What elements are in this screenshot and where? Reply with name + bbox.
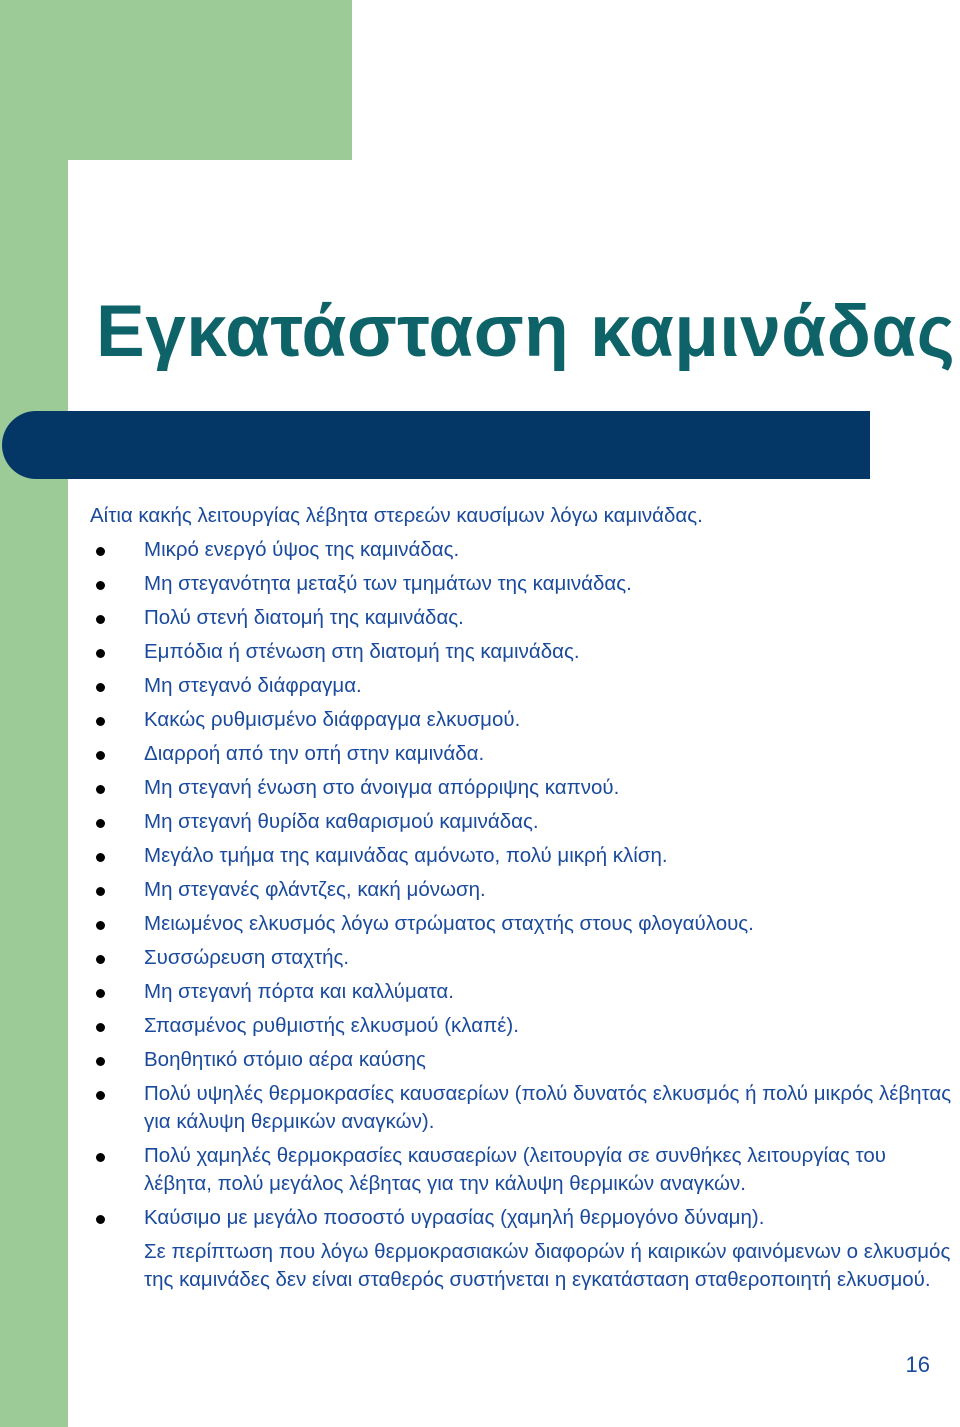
bullet-icon [96, 785, 105, 794]
list-item [90, 570, 956, 598]
list-item-text: Μεγάλο τμήμα της καμινάδας αμόνωτο, πολύ μικρή κλίση. [144, 844, 668, 867]
list-item-text: Πολύ στενή διατομή της καμινάδας. [144, 606, 464, 629]
list-item [90, 672, 956, 700]
list-item [90, 638, 956, 666]
bullet-icon [96, 1057, 105, 1066]
bullet-icon [96, 1215, 105, 1224]
list-item-text: Διαρροή από την οπή στην καμινάδα. [144, 742, 485, 765]
list-item [90, 808, 956, 836]
list-item [90, 876, 956, 904]
list-item [90, 1080, 956, 1136]
bullet-icon [96, 1091, 105, 1100]
list-item-text: Συσσώρευση σταχτής. [144, 946, 350, 969]
bullet-icon [96, 853, 105, 862]
bullet-icon [96, 547, 105, 556]
bullet-icon [96, 1023, 105, 1032]
list-item-text: Μη στεγανή πόρτα και καλλύματα. [144, 980, 454, 1003]
list-item [90, 978, 956, 1006]
bullet-icon [96, 649, 105, 658]
list-item [90, 842, 956, 870]
list-item [90, 910, 956, 938]
list-item [90, 740, 956, 768]
list-item [90, 536, 956, 564]
intro-text: Αίτια κακής λειτουργίας λέβητα στερεών καυσίμων λόγω καμινάδας. [90, 504, 703, 527]
list-item [90, 604, 956, 632]
closing-text: Σε περίπτωση που λόγω θερμοκρασιακών διαφορών ή καιρικών φαινόμενων ο ελκυσμός της καμινάδες δεν είναι σταθερός συστήνεται η εγκατάσταση σταθεροποιητή ελκυσμού. [144, 1240, 951, 1291]
list-item-text: Μικρό ενεργό ύψος της καμινάδας. [144, 538, 460, 561]
list-item-text: Καύσιμο με μεγάλο ποσοστό υγρασίας (χαμηλή θερμογόνο δύναμη). [144, 1206, 765, 1229]
list-item-text: Βοηθητικό στόμιο αέρα καύσης [144, 1048, 426, 1071]
causes-list [90, 536, 956, 1232]
list-item-text: Πολύ χαμηλές θερμοκρασίες καυσαερίων (λειτουργία σε συνθήκες λειτουργίας του λέβητα, πολύ μεγάλος λέβητας για την κάλυψη θερμικών αναγκών. [144, 1144, 886, 1195]
list-item-text: Μη στεγανές φλάντζες, κακή μόνωση. [144, 878, 486, 901]
page-title: Εγκατάσταση καμινάδας [96, 291, 956, 372]
list-item-text: Μη στεγανό διάφραγμα. [144, 674, 362, 697]
page-number: 16 [905, 1352, 930, 1377]
title-underline-bar [2, 411, 870, 479]
list-item-text: Μη στεγανή θυρίδα καθαρισμού καμινάδας. [144, 810, 539, 833]
slide-body [90, 502, 956, 1294]
list-item [90, 1012, 956, 1040]
bullet-icon [96, 921, 105, 930]
list-item-text: Σπασμένος ρυθμιστής ελκυσμού (κλαπέ). [144, 1014, 519, 1037]
list-item-text: Πολύ υψηλές θερμοκρασίες καυσαερίων (πολύ δυνατός ελκυσμός ή πολύ μικρός λέβητας για κάλυψη θερμικών αναγκών). [144, 1082, 952, 1133]
left-green-band [0, 0, 68, 1427]
list-item-text: Μη στεγανή ένωση στο άνοιγμα απόρριψης καπνού. [144, 776, 620, 799]
list-item [90, 774, 956, 802]
bullet-icon [96, 581, 105, 590]
bullet-icon [96, 1153, 105, 1162]
bullet-icon [96, 683, 105, 692]
bullet-icon [96, 819, 105, 828]
list-item-text: Εμπόδια ή στένωση στη διατομή της καμινάδας. [144, 640, 580, 663]
bullet-icon [96, 887, 105, 896]
list-item [90, 1204, 956, 1232]
list-item-text: Μη στεγανότητα μεταξύ των τμημάτων της καμινάδας. [144, 572, 632, 595]
list-item-text: Κακώς ρυθμισμένο διάφραγμα ελκυσμού. [144, 708, 521, 731]
bullet-icon [96, 955, 105, 964]
list-item [90, 1046, 956, 1074]
list-item [90, 1142, 956, 1198]
bullet-icon [96, 751, 105, 760]
bullet-icon [96, 989, 105, 998]
list-item [90, 944, 956, 972]
bullet-icon [96, 717, 105, 726]
top-green-block [0, 0, 352, 160]
list-item-text: Μειωμένος ελκυσμός λόγω στρώματος σταχτής στους φλογαύλους. [144, 912, 754, 935]
list-item [90, 706, 956, 734]
bullet-icon [96, 615, 105, 624]
